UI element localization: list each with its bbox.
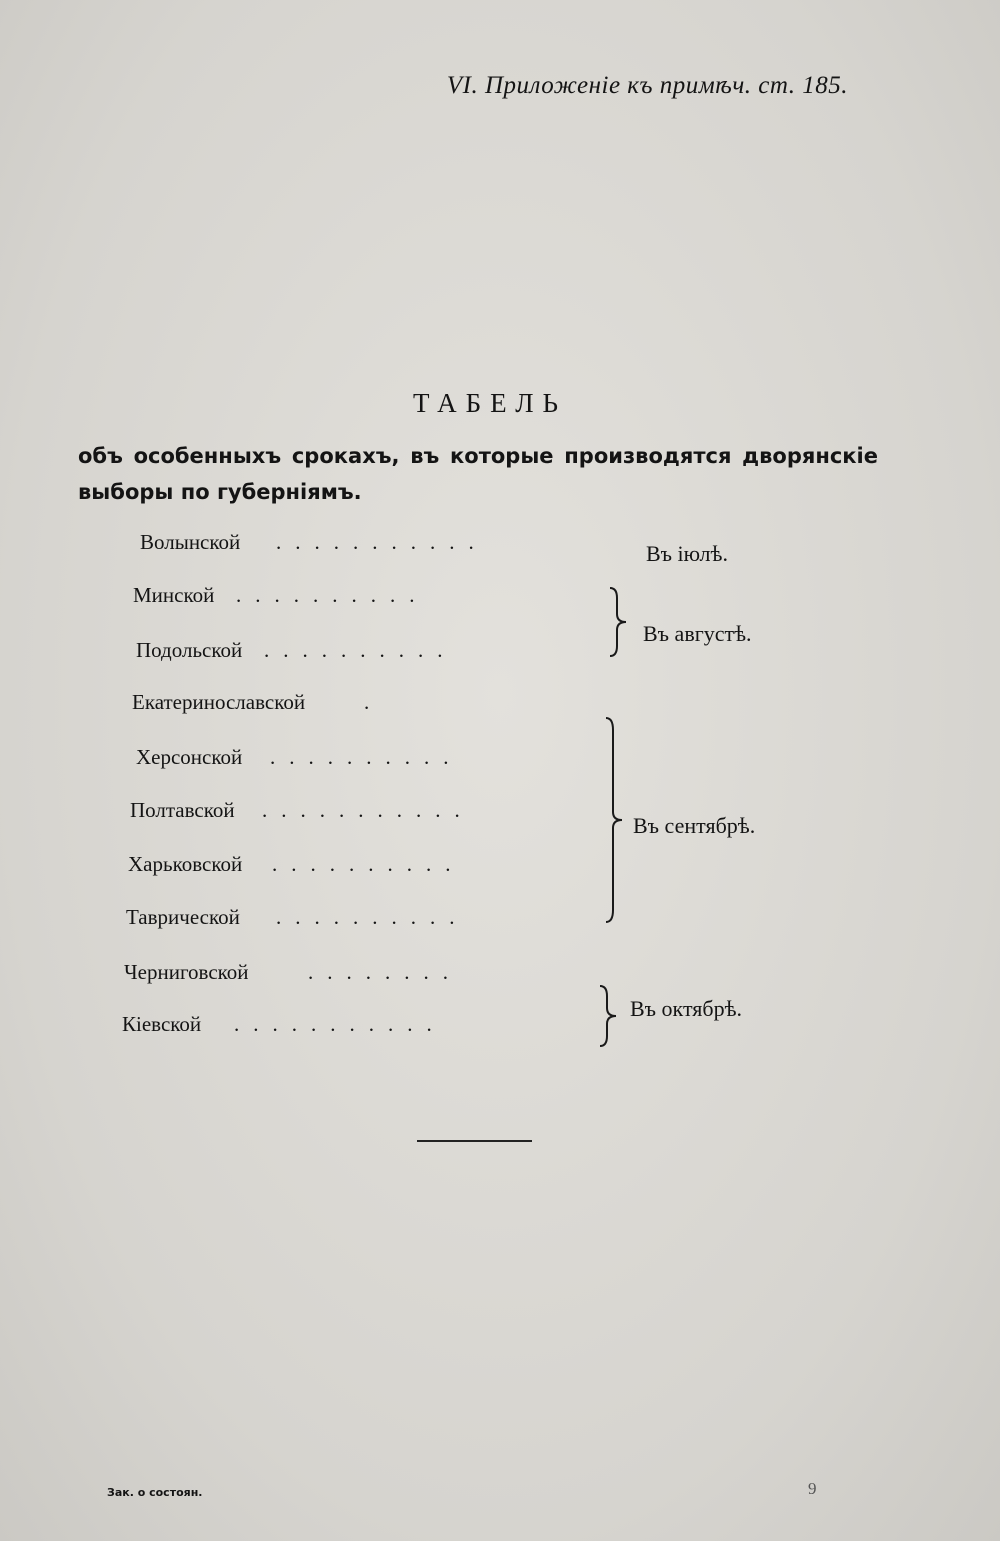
province-volyn: Волынской xyxy=(140,530,241,554)
running-head: VI. Приложеніе къ примѣч. ст. 185. xyxy=(446,72,848,99)
footer-note: Зак. о состоян. xyxy=(107,1486,203,1499)
table-subtitle: объ особенныхъ срокахъ, въ которые производятся дворянскіе выборы по губерніямъ. xyxy=(78,444,878,504)
leader-dots: . xyxy=(364,690,384,714)
leader-dots: ........... xyxy=(234,1012,446,1036)
leader-dots: ........ xyxy=(308,960,462,984)
province-chernigov: Черниговской xyxy=(124,960,249,984)
leader-dots: ........... xyxy=(276,530,488,554)
brace-october xyxy=(598,984,620,1048)
table-title: ТАБЕЛЬ xyxy=(412,388,568,418)
leader-dots: .......... xyxy=(272,852,465,876)
leader-dots: .......... xyxy=(276,905,469,929)
page-number: 9 xyxy=(808,1479,817,1498)
leader-dots: .......... xyxy=(236,583,429,607)
province-poltava: Полтавской xyxy=(130,798,235,822)
period-september: Въ сентябрѣ. xyxy=(633,813,756,838)
province-kiev: Кіевской xyxy=(122,1012,202,1036)
divider-rule xyxy=(417,1140,532,1142)
leader-dots: ........... xyxy=(262,798,474,822)
province-kharkov: Харьковской xyxy=(128,852,243,876)
period-july: Въ іюлѣ. xyxy=(646,541,728,566)
period-august: Въ августѣ. xyxy=(643,621,752,646)
province-podolsk: Подольской xyxy=(136,638,243,662)
province-tauride: Таврической xyxy=(126,905,240,929)
province-minsk: Минской xyxy=(133,583,215,607)
province-kherson: Херсонской xyxy=(136,745,243,769)
brace-august xyxy=(608,586,630,658)
period-october: Въ октябрѣ. xyxy=(630,996,743,1021)
province-ekaterinoslav: Екатеринославской xyxy=(132,690,306,714)
brace-september xyxy=(604,716,626,924)
leader-dots: .......... xyxy=(270,745,463,769)
leader-dots: .......... xyxy=(264,638,457,662)
